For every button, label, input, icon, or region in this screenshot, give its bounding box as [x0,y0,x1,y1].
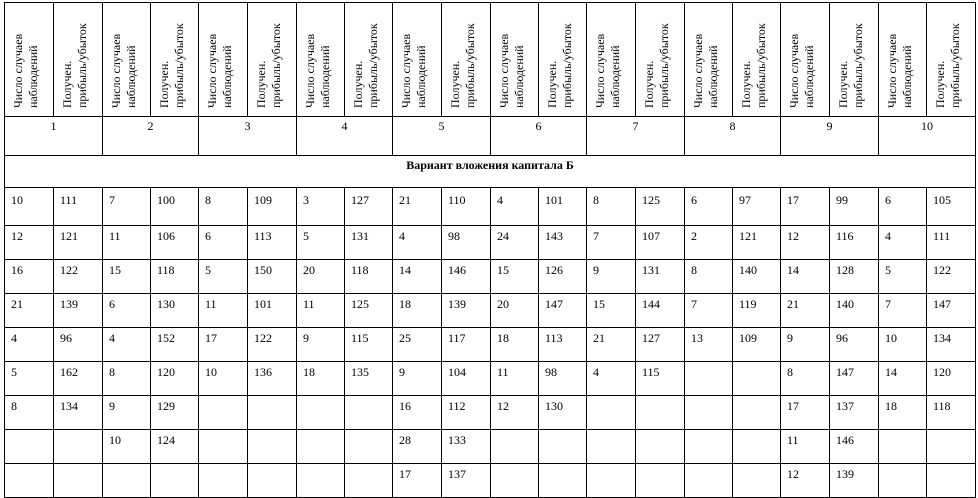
profit-cell: 150 [248,260,297,294]
profit-cell: 119 [733,294,781,328]
cases-cell: 24 [491,226,539,260]
profit-cell [54,430,103,464]
cases-cell: 2 [685,226,733,260]
cases-cell [297,396,345,430]
group-number-cell: 1 [5,117,103,156]
profit-cell: 116 [830,226,879,260]
profit-cell [539,464,587,498]
profit-cell: 113 [539,328,587,362]
cases-cell: 16 [393,396,442,430]
cases-header-cell [103,3,151,117]
profit-cell: 140 [830,294,879,328]
table-body [5,3,976,498]
cases-cell [879,464,927,498]
profit-header-label: Получен. прибыль/убыток [254,23,283,108]
header-row [5,3,976,117]
table-row [5,188,976,226]
cases-cell: 11 [103,226,151,260]
profit-header-label: Получен. прибыль/убыток [836,23,865,108]
profit-cell: 122 [54,260,103,294]
profit-cell: 130 [151,294,199,328]
profit-cell: 136 [248,362,297,396]
profit-cell [636,430,685,464]
profit-cell: 113 [248,226,297,260]
cases-header-cell [199,3,248,117]
cases-cell: 11 [199,294,248,328]
cases-cell: 5 [199,260,248,294]
group-number-cell: 4 [297,117,393,156]
profit-header-cell [345,3,393,117]
profit-cell: 134 [927,328,976,362]
profit-cell: 109 [248,188,297,226]
group-number-cell: 2 [103,117,199,156]
profit-cell: 106 [151,226,199,260]
cases-cell: 5 [5,362,54,396]
profit-cell: 104 [442,362,491,396]
cases-header-label: Число случаев наблюдений [399,33,428,108]
cases-cell [5,430,54,464]
profit-header-cell [636,3,685,117]
profit-cell: 115 [636,362,685,396]
cases-cell: 7 [103,188,151,226]
cases-cell [199,396,248,430]
cases-cell: 11 [781,430,830,464]
cases-cell [685,396,733,430]
profit-cell: 101 [539,188,587,226]
cases-cell: 3 [297,188,345,226]
cases-cell: 21 [393,188,442,226]
profit-header-cell [248,3,297,117]
profit-cell: 147 [539,294,587,328]
profit-cell [345,396,393,430]
profit-cell: 131 [345,226,393,260]
cases-header-cell [587,3,636,117]
profit-header-label: Получен. прибыль/убыток [448,23,477,108]
profit-cell: 130 [539,396,587,430]
cases-cell: 18 [393,294,442,328]
profit-cell: 118 [927,396,976,430]
cases-cell: 5 [879,260,927,294]
cases-cell: 4 [879,226,927,260]
cases-cell [199,430,248,464]
cases-cell: 7 [685,294,733,328]
cases-cell: 6 [199,226,248,260]
profit-cell: 129 [151,396,199,430]
cases-cell [587,464,636,498]
profit-cell: 146 [830,430,879,464]
profit-cell [733,430,781,464]
profit-cell: 107 [636,226,685,260]
cases-cell: 14 [879,362,927,396]
profit-cell [345,430,393,464]
profit-cell [927,464,976,498]
profit-header-cell [830,3,879,117]
cases-cell: 11 [297,294,345,328]
profit-cell: 120 [927,362,976,396]
cases-cell: 9 [393,362,442,396]
cases-cell: 12 [5,226,54,260]
cases-cell: 15 [491,260,539,294]
cases-cell: 5 [297,226,345,260]
cases-cell [587,430,636,464]
cases-header-cell [393,3,442,117]
cases-cell: 4 [491,188,539,226]
cases-cell: 10 [879,328,927,362]
profit-cell [636,396,685,430]
cases-cell: 7 [879,294,927,328]
cases-header-cell [685,3,733,117]
profit-header-cell [442,3,491,117]
capital-investment-table [4,2,976,498]
group-number-cell: 10 [879,117,976,156]
cases-cell: 12 [491,396,539,430]
cases-cell: 8 [781,362,830,396]
cases-header-cell [491,3,539,117]
cases-header-label: Число случаев наблюдений [303,33,332,108]
profit-header-label: Получен. прибыль/убыток [739,23,768,108]
profit-cell [345,464,393,498]
profit-header-label: Получен. прибыль/убыток [157,23,186,108]
profit-cell [248,464,297,498]
cases-cell: 9 [587,260,636,294]
profit-cell: 152 [151,328,199,362]
profit-cell: 126 [539,260,587,294]
group-number-row [5,117,976,156]
profit-cell: 105 [927,188,976,226]
cases-cell [491,464,539,498]
profit-cell: 139 [830,464,879,498]
cases-cell: 16 [5,260,54,294]
profit-cell: 147 [927,294,976,328]
cases-cell [297,464,345,498]
profit-cell: 120 [151,362,199,396]
variant-title: Вариант вложения капитала Б [5,156,976,188]
profit-header-label: Получен. прибыль/убыток [933,23,962,108]
profit-cell [733,464,781,498]
cases-cell: 13 [685,328,733,362]
profit-cell [636,464,685,498]
profit-cell: 111 [927,226,976,260]
profit-cell: 133 [442,430,491,464]
profit-cell: 110 [442,188,491,226]
profit-cell: 97 [733,188,781,226]
cases-cell: 17 [393,464,442,498]
cases-cell: 17 [781,188,830,226]
table-row [5,430,976,464]
cases-cell: 18 [297,362,345,396]
profit-cell: 134 [54,396,103,430]
cases-cell: 17 [199,328,248,362]
cases-header-label: Число случаев наблюдений [11,33,40,108]
profit-cell: 121 [54,226,103,260]
cases-cell: 4 [103,328,151,362]
cases-cell: 15 [103,260,151,294]
profit-cell: 162 [54,362,103,396]
profit-cell: 118 [345,260,393,294]
cases-cell [5,464,54,498]
cases-cell: 4 [5,328,54,362]
cases-header-cell [297,3,345,117]
profit-cell: 128 [830,260,879,294]
cases-cell: 9 [103,396,151,430]
cases-header-cell [5,3,54,117]
cases-header-label: Число случаев наблюдений [593,33,622,108]
profit-cell: 96 [830,328,879,362]
cases-cell [685,362,733,396]
profit-cell: 125 [636,188,685,226]
variant-title-row [5,156,976,188]
cases-cell: 18 [879,396,927,430]
cases-cell [297,430,345,464]
profit-cell [733,362,781,396]
cases-cell [103,464,151,498]
cases-cell [199,464,248,498]
cases-header-cell [781,3,830,117]
profit-cell [54,464,103,498]
cases-cell: 17 [781,396,830,430]
cases-cell: 8 [199,188,248,226]
profit-cell: 125 [345,294,393,328]
cases-cell [587,396,636,430]
profit-cell: 139 [442,294,491,328]
profit-cell: 127 [345,188,393,226]
profit-cell: 140 [733,260,781,294]
cases-cell [685,430,733,464]
group-number-cell: 7 [587,117,685,156]
cases-cell: 6 [685,188,733,226]
profit-header-label: Получен. прибыль/убыток [351,23,380,108]
profit-header-label: Получен. прибыль/убыток [545,23,574,108]
cases-cell: 28 [393,430,442,464]
profit-cell: 96 [54,328,103,362]
cases-cell [491,430,539,464]
cases-cell: 18 [491,328,539,362]
cases-cell [879,430,927,464]
profit-cell [248,396,297,430]
cases-cell: 20 [491,294,539,328]
profit-cell: 131 [636,260,685,294]
cases-cell: 21 [5,294,54,328]
profit-cell: 124 [151,430,199,464]
cases-cell: 4 [393,226,442,260]
profit-cell: 112 [442,396,491,430]
profit-cell: 111 [54,188,103,226]
profit-header-cell [733,3,781,117]
cases-cell: 12 [781,226,830,260]
cases-header-label: Число случаев наблюдений [205,33,234,108]
cases-cell: 11 [491,362,539,396]
profit-cell [248,430,297,464]
profit-cell [151,464,199,498]
table-row [5,294,976,328]
cases-cell: 8 [587,188,636,226]
profit-cell [539,430,587,464]
profit-cell: 98 [442,226,491,260]
cases-header-cell [879,3,927,117]
profit-cell: 139 [54,294,103,328]
group-number-cell: 9 [781,117,879,156]
cases-cell: 8 [103,362,151,396]
cases-header-label: Число случаев наблюдений [497,33,526,108]
cases-header-label: Число случаев наблюдений [109,33,138,108]
profit-cell: 101 [248,294,297,328]
cases-cell: 14 [393,260,442,294]
cases-cell: 8 [685,260,733,294]
cases-cell: 9 [297,328,345,362]
profit-cell: 144 [636,294,685,328]
profit-cell [733,396,781,430]
profit-cell: 99 [830,188,879,226]
profit-header-cell [54,3,103,117]
profit-cell: 109 [733,328,781,362]
profit-header-cell [927,3,976,117]
profit-cell: 117 [442,328,491,362]
profit-cell: 122 [248,328,297,362]
profit-cell: 137 [830,396,879,430]
profit-cell: 135 [345,362,393,396]
table-row [5,328,976,362]
cases-cell [685,464,733,498]
cases-cell: 14 [781,260,830,294]
cases-cell: 8 [5,396,54,430]
cases-cell: 10 [5,188,54,226]
group-number-cell: 6 [491,117,587,156]
profit-cell: 122 [927,260,976,294]
profit-cell: 127 [636,328,685,362]
profit-header-cell [539,3,587,117]
group-number-cell: 5 [393,117,491,156]
cases-header-label: Число случаев наблюдений [885,33,914,108]
group-number-cell: 3 [199,117,297,156]
profit-cell: 115 [345,328,393,362]
profit-cell: 137 [442,464,491,498]
profit-cell: 118 [151,260,199,294]
group-number-cell: 8 [685,117,781,156]
cases-cell: 10 [103,430,151,464]
profit-header-label: Получен. прибыль/убыток [642,23,671,108]
cases-cell: 10 [199,362,248,396]
cases-cell: 21 [781,294,830,328]
table-row [5,396,976,430]
profit-cell: 143 [539,226,587,260]
cases-cell: 4 [587,362,636,396]
cases-cell: 6 [103,294,151,328]
profit-header-label: Получен. прибыль/убыток [60,23,89,108]
cases-header-label: Число случаев наблюдений [691,33,720,108]
profit-cell: 146 [442,260,491,294]
table-row [5,260,976,294]
cases-header-label: Число случаев наблюдений [787,33,816,108]
table-row [5,362,976,396]
profit-header-cell [151,3,199,117]
cases-cell: 6 [879,188,927,226]
table-row [5,464,976,498]
cases-cell: 7 [587,226,636,260]
cases-cell: 20 [297,260,345,294]
profit-cell: 98 [539,362,587,396]
cases-cell: 15 [587,294,636,328]
cases-cell: 12 [781,464,830,498]
profit-cell: 147 [830,362,879,396]
profit-cell: 121 [733,226,781,260]
cases-cell: 9 [781,328,830,362]
cases-cell: 21 [587,328,636,362]
profit-cell [927,430,976,464]
cases-cell: 25 [393,328,442,362]
profit-cell: 100 [151,188,199,226]
table-row [5,226,976,260]
